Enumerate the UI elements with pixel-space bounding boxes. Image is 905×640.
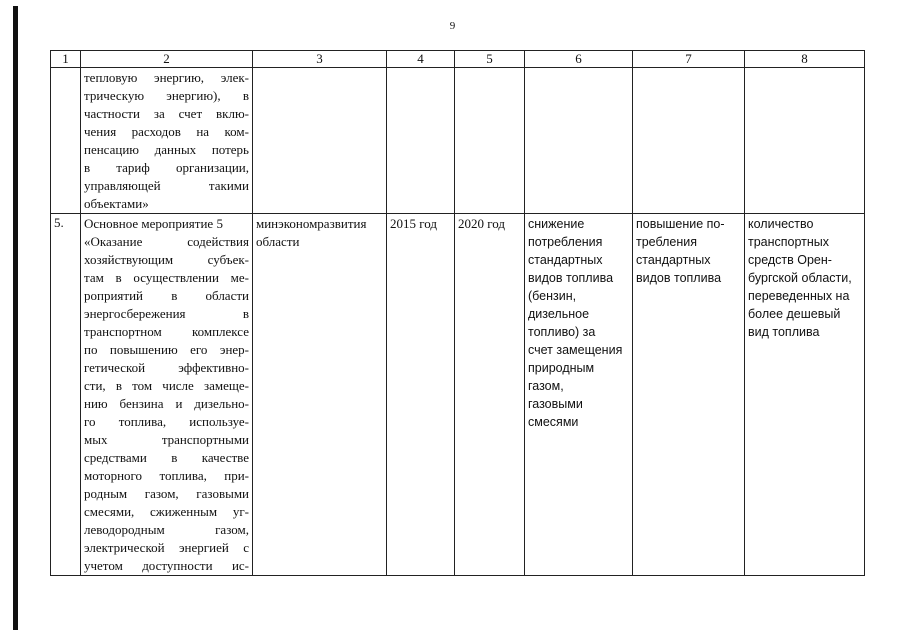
text-line: го топлива, используе-	[84, 414, 249, 429]
text-line: нию бензина и дизельно-	[84, 396, 249, 411]
table-cell-description	[81, 214, 253, 576]
table-cell-indicator	[745, 214, 865, 576]
text-line: сти, в том числе замеще-	[84, 378, 249, 393]
text-line: топливо) за	[528, 325, 596, 339]
text-line: стандартных	[528, 253, 603, 267]
text-line: дизельное	[528, 307, 590, 321]
header-cell: 4	[387, 51, 455, 68]
text-line: пенсацию данных потерь	[84, 142, 249, 157]
text-line: частности за счет вклю-	[84, 106, 249, 121]
text-line: тепловую энергию, элек-	[84, 70, 249, 85]
table-cell-expected-result	[525, 214, 633, 576]
text-line: учетом доступности ис-	[84, 558, 249, 573]
text-line: (бензин,	[528, 289, 577, 303]
text-line: объектами»	[84, 196, 149, 211]
row-number: 5.	[54, 215, 64, 230]
text-line: хозяйствующим субъек-	[84, 252, 249, 267]
header-cell: 2	[81, 51, 253, 68]
end-year: 2020 год	[458, 216, 505, 231]
text-line: количество	[748, 217, 814, 231]
text-line: смесями, сжиженным уг-	[84, 504, 249, 519]
table-cell-number	[51, 214, 81, 576]
text-line: смесями	[528, 415, 579, 429]
table-cell	[51, 68, 81, 214]
text-line: там в осуществлении ме-	[84, 270, 249, 285]
table-cell	[455, 68, 525, 214]
text-line: снижение	[528, 217, 585, 231]
table-cell	[633, 68, 745, 214]
table-cell-responsible	[253, 214, 387, 576]
scan-edge-bar	[13, 6, 18, 630]
text-line: родным газом, газовыми	[84, 486, 249, 501]
text-line: газовыми	[528, 397, 583, 411]
table-cell	[387, 68, 455, 214]
text-line: видов топлива	[636, 271, 722, 285]
text-line: леводородным газом,	[84, 522, 249, 537]
text-line: Основное мероприятие 5	[84, 216, 223, 231]
text-line: роприятий в области	[84, 288, 249, 303]
text-line: «Оказание содействия	[84, 234, 249, 249]
table-row-continued	[51, 68, 865, 214]
header-cell: 8	[745, 51, 865, 68]
table-cell-start-year	[387, 214, 455, 576]
table-cell	[745, 68, 865, 214]
text-line: минэкономразвития	[256, 216, 367, 231]
text-line: транспортных	[748, 235, 830, 249]
text-line: средств Орен-	[748, 253, 832, 267]
header-cell: 6	[525, 51, 633, 68]
text-line: гетической эффективно-	[84, 360, 249, 375]
text-line: в тариф организации,	[84, 160, 249, 175]
header-cell: 1	[51, 51, 81, 68]
start-year: 2015 год	[390, 216, 437, 231]
header-cell: 7	[633, 51, 745, 68]
text-line: управляющей такими	[84, 178, 249, 193]
text-line: газом,	[528, 379, 564, 393]
table-cell-end-year	[455, 214, 525, 576]
text-line: бургской области,	[748, 271, 852, 285]
table-cell-consequences	[633, 214, 745, 576]
table-cell	[253, 68, 387, 214]
text-line: счет замещения	[528, 343, 623, 357]
text-line: транспортном комплексе	[84, 324, 249, 339]
table-cell	[525, 68, 633, 214]
text-line: повышение по-	[636, 217, 725, 231]
table-row-5	[51, 214, 865, 576]
measures-table	[50, 50, 865, 576]
text-line: вид топлива	[748, 325, 820, 339]
text-line: требления	[636, 235, 697, 249]
text-line: трическую энергию), в	[84, 88, 249, 103]
text-line: мых транспортными	[84, 432, 249, 447]
header-cell: 5	[455, 51, 525, 68]
text-line: моторного топлива, при-	[84, 468, 249, 483]
header-cell: 3	[253, 51, 387, 68]
text-line: средствами в качестве	[84, 450, 249, 465]
page-number: 9	[449, 20, 456, 32]
text-line: стандартных	[636, 253, 711, 267]
text-line: более дешевый	[748, 307, 841, 321]
text-line: природным	[528, 361, 595, 375]
text-line: по повышению его энер-	[84, 342, 249, 357]
text-line: потребления	[528, 235, 603, 249]
text-line: энергосбережения в	[84, 306, 249, 321]
text-line: области	[256, 234, 300, 249]
text-line: видов топлива	[528, 271, 614, 285]
header-row	[51, 51, 865, 68]
text-line: переведенных на	[748, 289, 850, 303]
text-line: чения расходов на ком-	[84, 124, 249, 139]
text-line: электрической энергией с	[84, 540, 249, 555]
table-cell-description	[81, 68, 253, 214]
